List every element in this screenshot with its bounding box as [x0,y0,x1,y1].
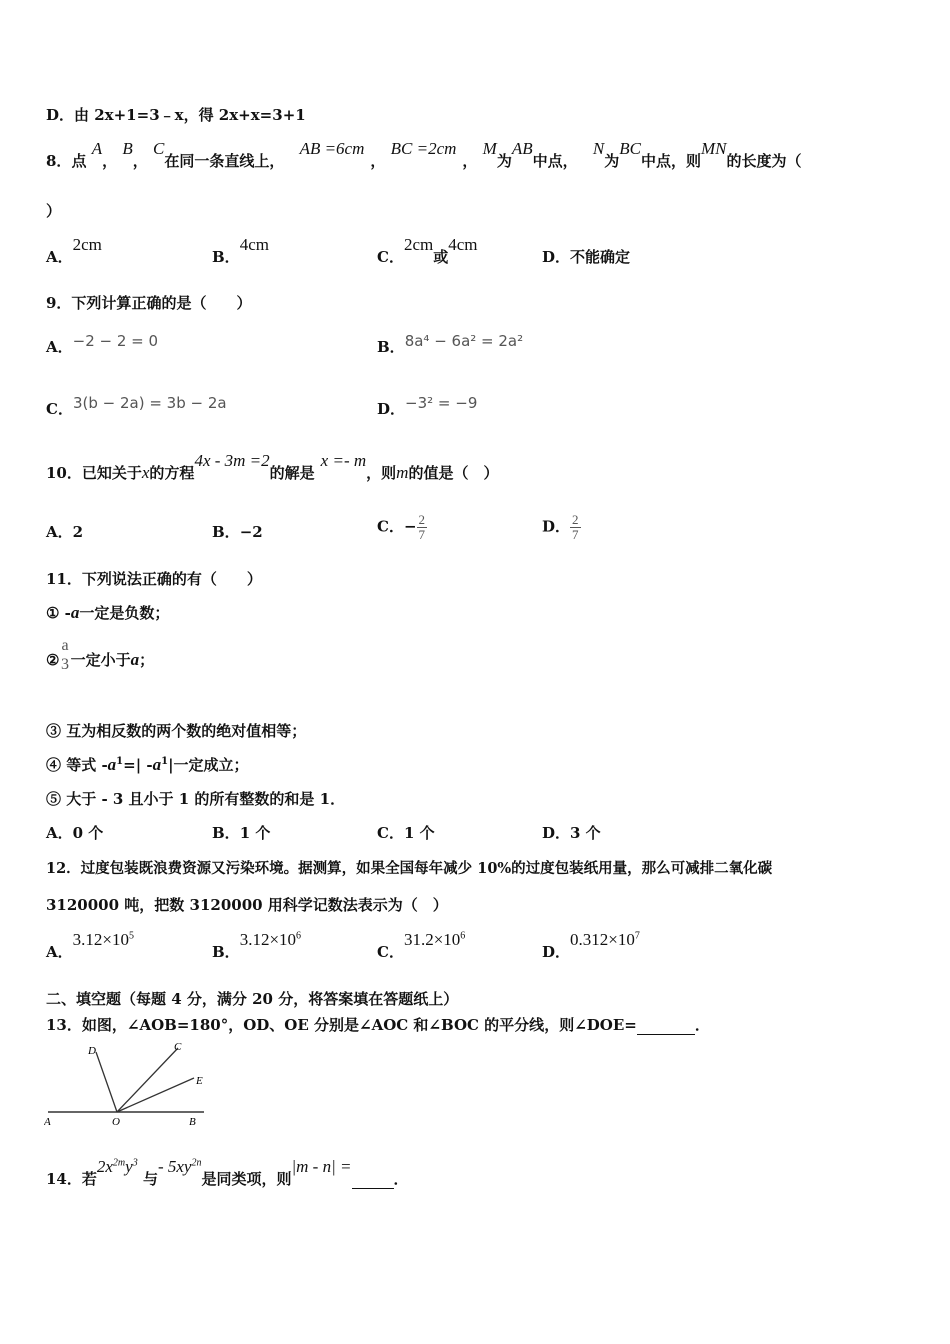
exponent: 6 [296,930,302,942]
option-label: D． [377,400,406,418]
option-label: C． [377,248,404,266]
comma: ， [370,152,386,170]
stem-text: 的解是 [269,464,315,482]
segment-bc: BC [619,139,641,158]
answer-blank[interactable] [637,1016,695,1035]
option-label: A． [46,338,73,356]
option-value [73,930,134,949]
comma: ， [462,152,478,170]
option-c[interactable] [377,822,435,843]
option-value: 不能确定 [570,248,631,266]
statement-5: ⑤ 大于 - 3 且小于 1 的所有整数的和是 1． [46,790,346,808]
exponent: 5 [128,930,134,942]
ray-oc [117,1048,178,1112]
statement-text: 一定是负数； [79,604,170,622]
point-b: B [122,139,133,158]
option-b[interactable] [212,521,263,542]
term-1 [97,1157,138,1176]
option-text: 由 2x+1=3﹣x，得 2x+x=3+1 [74,106,306,124]
stem-text: 为 [496,152,512,170]
segment-ab: AB [511,139,533,158]
option-label: A． [46,248,73,266]
option-a[interactable] [46,822,103,843]
label-e: E [196,1075,203,1087]
term-text: 2x [96,1157,113,1176]
base: 3.12×10 [72,930,129,949]
option-b[interactable] [212,235,269,267]
statement-text: ② [46,651,60,669]
option-label: B． [212,943,240,961]
stem-text: 中点，则 [640,152,701,170]
option-label: C． [46,400,73,418]
option-c[interactable] [46,394,227,419]
denominator: 3 [61,656,69,673]
option-label: C． [377,824,404,842]
option-d[interactable] [542,246,630,267]
stem-text: ，则 [366,464,397,482]
option-d[interactable] [542,822,601,843]
question-11-stem: 11．下列说法正确的有（ ） [46,570,262,588]
question-12-line-2: 3120000 吨，把数 3120000 用科学记数法表示为（ ） [46,896,448,914]
exponent: 1 [161,756,169,767]
numerator: 2 [572,512,579,527]
exponent: 6 [460,930,466,942]
exponent: 7 [634,930,640,942]
point-n: N [592,139,605,158]
stem-text: 13．如图，∠AOB=180°，OD、OE 分别是∠AOC 和∠BOC 的平分线，则∠DOE= [46,1016,637,1034]
option-value: 2cm [72,235,102,254]
exponent: 2m [112,1157,126,1169]
term-2 [158,1157,202,1176]
exponent: 1 [116,756,124,767]
fraction [417,513,428,542]
option-label: C． [377,943,404,961]
term-text: - 5xy [157,1157,192,1176]
ab-length: AB =6cm [299,139,365,158]
option-value [404,930,465,949]
label-b: B [189,1116,196,1128]
abs-expression: |m - n| = [291,1157,352,1176]
option-d[interactable] [542,513,581,542]
option-value [570,930,640,949]
option-label: D． [46,106,75,124]
point-a: A [91,139,103,158]
option-value: 3(b − 2a) = 3b − 2a [72,394,227,412]
option-label: B． [212,523,240,541]
point-c: C [152,139,165,158]
denominator: 7 [572,527,579,542]
option-value: 8a⁴ − 6a² = 2a² [404,332,524,350]
comma: ， [102,152,118,170]
stem-text: 的值是（ ） [408,464,499,482]
option-label: A． [46,824,73,842]
question-number: 8． [46,152,72,170]
stem-text: 为 [604,152,620,170]
denominator: 7 [418,527,426,542]
stem-text: 的方程 [149,464,195,482]
var-x: x [141,463,150,482]
numerator: a [61,637,69,654]
bc-length: BC =2cm [390,139,457,158]
option-c[interactable] [377,235,478,267]
stem-text: ． [694,1016,710,1034]
option-label: D． [542,248,571,266]
statement-text: |一定成立； [168,756,249,774]
exponent: 3 [132,1157,138,1169]
question-9-stem: 9．下列计算正确的是（ ） [46,294,252,312]
label-d: D [88,1045,96,1057]
stem-text: 与 [142,1170,158,1188]
option-b[interactable] [212,822,270,843]
option-d[interactable] [377,394,478,419]
question-12-line-1: 12．过度包装既浪费资源又污染环境。据测算，如果全国每年减少 10%的过度包装纸用量，那么可减排二氧化碳 [46,860,773,877]
comma: ， [132,152,148,170]
statement-3: ③ 互为相反数的两个数的绝对值相等； [46,722,307,740]
label-a: A [44,1116,51,1128]
stem-text: 在同一条直线上， [164,152,285,170]
numerator: 2 [418,512,426,527]
statement-text: ； [139,651,155,669]
option-value: 0 个 [72,824,104,842]
stem-text: 是同类项，则 [201,1170,292,1188]
option-d-line [46,104,306,125]
statement-text: =| - [123,756,153,774]
fraction [570,513,581,542]
base: 0.312×10 [570,930,635,949]
option-label: D． [542,824,571,842]
option-value: 1 个 [403,824,435,842]
option-label: D． [542,943,571,961]
option-label: B． [377,338,405,356]
option-label: B． [212,824,240,842]
stem-text: 14．若 [46,1170,97,1188]
var-a: a [70,603,80,622]
ray-oe [117,1078,194,1112]
statement-text: ④ 等式 - [46,756,108,774]
option-value: 2 [72,523,84,541]
option-c[interactable] [377,513,427,542]
var-m: m [396,463,409,482]
stem-text: 点 [71,152,87,170]
statement-1 [46,602,169,623]
option-a[interactable] [46,521,83,542]
base: 31.2×10 [403,930,461,949]
option-value: −2 − 2 = 0 [72,332,159,350]
segment-mn: MN [700,139,727,158]
option-value: 2cm [403,235,434,254]
statement-text: ① - [46,604,71,622]
stem-text: 10．已知关于 [46,464,142,482]
solution: x =- m [320,451,367,470]
option-label: D． [542,517,571,536]
option-value [240,930,301,949]
option-value: −2 [239,523,263,541]
equation: 4x - 3m =2 [194,451,270,470]
var-a: a [130,650,140,669]
question-14-stem [46,1157,409,1189]
option-a[interactable] [46,332,159,357]
or-word: 或 [433,248,449,266]
option-label: A． [46,943,73,961]
stem-text: ． [393,1170,409,1188]
option-label: A． [46,523,73,541]
var-a: a [152,755,162,774]
option-value: −3² = −9 [405,394,478,412]
statement-text: 一定小于 [70,651,131,669]
label-c: C [174,1041,182,1053]
option-value: 1 个 [239,824,271,842]
statement-4 [46,754,249,775]
minus-sign: − [403,517,417,536]
ray-od [96,1052,117,1112]
question-8-stem [46,139,802,171]
answer-blank[interactable] [352,1170,394,1189]
stem-text: 中点， [532,152,578,170]
base: 3.12×10 [239,930,297,949]
option-b[interactable] [377,332,524,357]
angle-figure [44,1040,214,1130]
var-a: a [107,755,117,774]
label-o: O [112,1116,120,1128]
term-text: y [125,1157,133,1176]
option-label: B． [212,248,240,266]
statement-2 [46,637,154,674]
stem-text: 的长度为（ [726,152,802,170]
point-m: M [482,139,497,158]
option-a[interactable] [46,235,102,267]
option-value: 3 个 [570,824,601,842]
question-8-close-paren: ） [46,202,62,220]
fraction [59,637,70,674]
question-10-stem [46,451,499,483]
option-value: 4cm [239,235,269,254]
option-label: C． [377,517,404,536]
section-title: 二、填空题（每题 4 分，满分 20 分，将答案填在答题纸上） [46,990,459,1008]
exponent: 2n [191,1157,202,1169]
option-value: 4cm [448,235,478,254]
question-13-stem [46,1014,710,1035]
